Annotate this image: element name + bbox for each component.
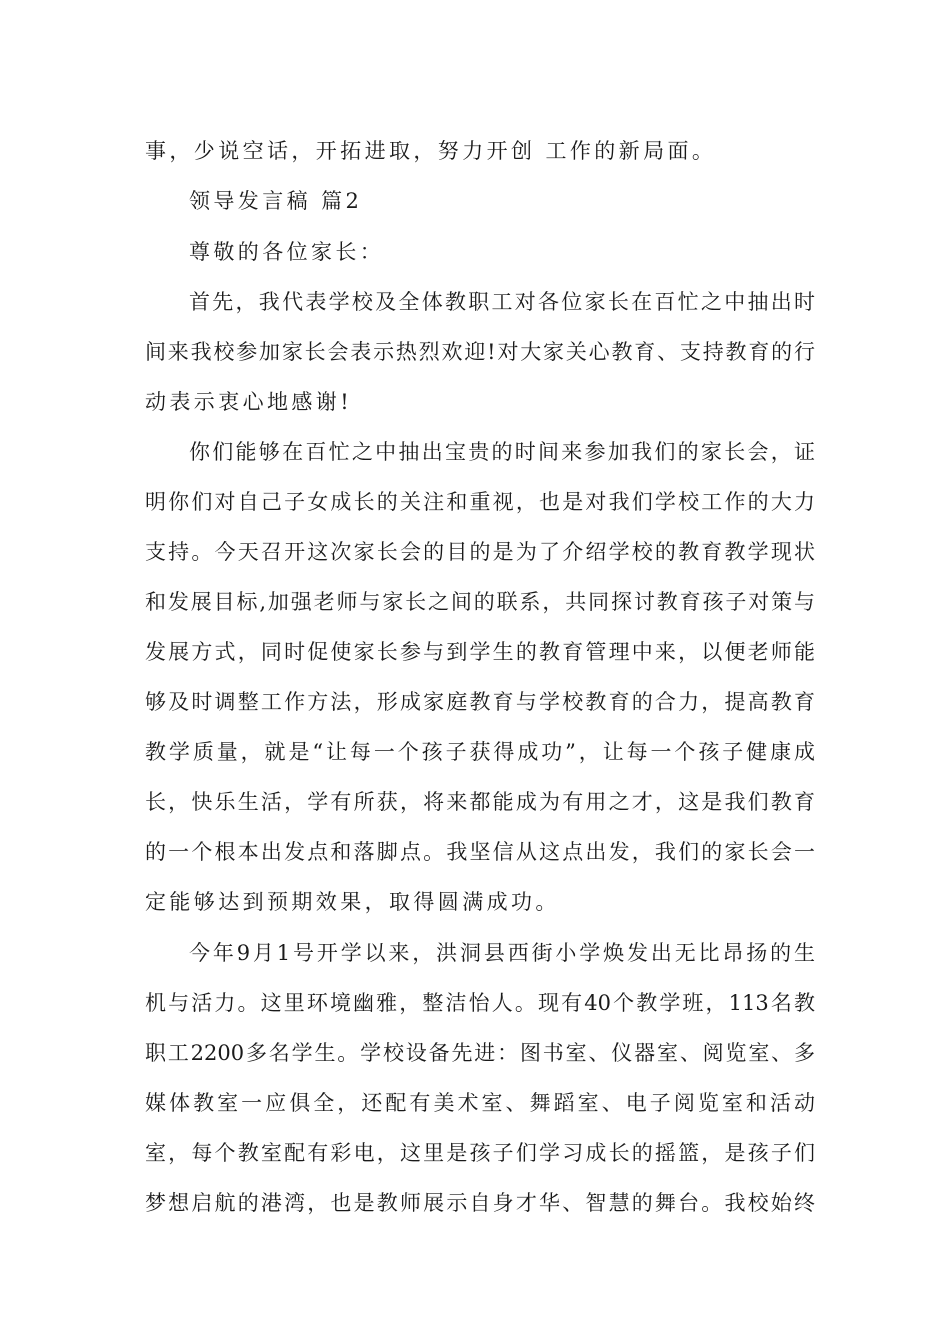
paragraph-3-line-5: 室，每个教室配有彩电，这里是孩子们学习成长的摇篮，是孩子们 (145, 1141, 815, 1165)
paragraph-1-line-1: 首先，我代表学校及全体教职工对各位家长在百忙之中抽出时 (189, 290, 815, 314)
paragraph-2-line-9: 的一个根本出发点和落脚点。我坚信从这点出发，我们的家长会一 (145, 840, 815, 864)
paragraph-2-line-8: 长，快乐生活，学有所获，将来都能成为有用之才，这是我们教育 (145, 790, 815, 814)
section-heading: 领导发言稿 篇2 (189, 189, 363, 213)
paragraph-2-line-7: 教学质量，就是“让每一个孩子获得成功”，让每一个孩子健康成 (145, 740, 815, 764)
salutation: 尊敬的各位家长： (189, 240, 385, 264)
paragraph-2-line-4: 和发展目标,加强老师与家长之间的联系，共同探讨教育孩子对策与 (145, 590, 815, 614)
paragraph-3-line-1: 今年9月1号开学以来，洪洞县西街小学焕发出无比昂扬的生 (189, 941, 815, 965)
paragraph-1-line-2: 间来我校参加家长会表示热烈欢迎!对大家关心教育、支持教育的行 (145, 340, 815, 364)
paragraph-3-line-4: 媒体教室一应俱全，还配有美术室、舞蹈室、电子阅览室和活动 (145, 1091, 815, 1115)
paragraph-3-line-6: 梦想启航的港湾，也是教师展示自身才华、智慧的舞台。我校始终 (145, 1191, 815, 1215)
text-line-continuation: 事，少说空话，开拓进取，努力开创 工作的新局面。 (145, 139, 717, 163)
paragraph-2-line-3: 支持。今天召开这次家长会的目的是为了介绍学校的教育教学现状 (145, 540, 815, 564)
paragraph-2-line-2: 明你们对自己子女成长的关注和重视，也是对我们学校工作的大力 (145, 490, 815, 514)
paragraph-1-line-3: 动表示衷心地感谢! (145, 390, 353, 414)
paragraph-2-line-1: 你们能够在百忙之中抽出宝贵的时间来参加我们的家长会，证 (189, 440, 815, 464)
paragraph-3-line-3: 职工2200多名学生。学校设备先进：图书室、仪器室、阅览室、多 (145, 1041, 815, 1065)
paragraph-2-line-6: 够及时调整工作方法，形成家庭教育与学校教育的合力，提高教育 (145, 690, 815, 714)
paragraph-2-line-5: 发展方式，同时促使家长参与到学生的教育管理中来，以便老师能 (145, 640, 815, 664)
paragraph-3-line-2: 机与活力。这里环境幽雅，整洁怡人。现有40个教学班，113名教 (145, 991, 815, 1015)
paragraph-2-line-10: 定能够达到预期效果，取得圆满成功。 (145, 890, 560, 914)
